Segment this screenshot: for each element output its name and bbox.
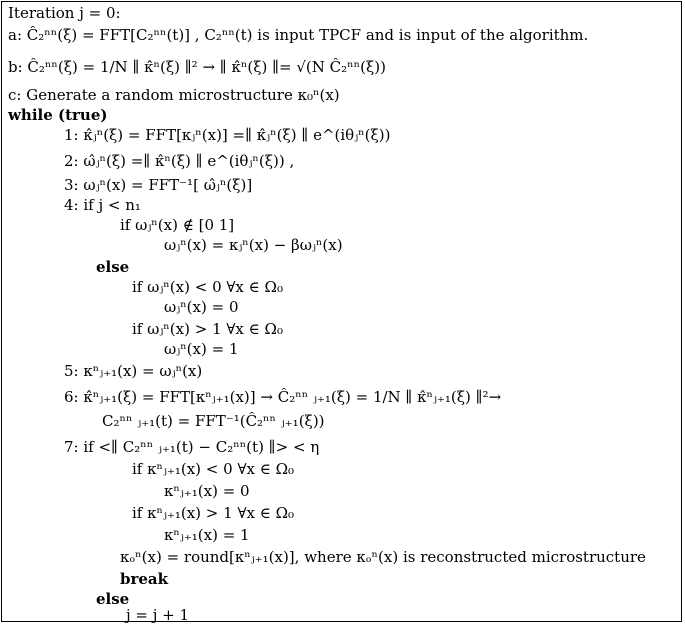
algorithm-line-s4-if: if ωⱼⁿ(x) ∉ [0 1] [120, 216, 235, 234]
algorithm-line-s4: 4: if j < n₁ [64, 196, 141, 214]
algorithm-line-step-c: c: Generate a random microstructure κ₀ⁿ(x) [8, 86, 340, 104]
algorithm-line-s3: 3: ωⱼⁿ(x) = FFT⁻¹[ ω̂ⱼⁿ(ξ)] [64, 176, 253, 194]
algorithm-line-s7-else: else [96, 590, 130, 608]
algorithm-line-s1: 1: κ̂ⱼⁿ(ξ) = FFT[κⱼⁿ(x)] =∥ κ̂ⱼⁿ(ξ) ∥ e^(iθⱼⁿ(ξ)) [64, 126, 391, 144]
algorithm-line-s7-round: κₒⁿ(x) = round[κⁿⱼ₊₁(x)], where κₒⁿ(x) is reconstructed microstructure [120, 548, 646, 566]
algorithm-line-s4-if-gt: if ωⱼⁿ(x) > 1 ∀x ∈ Ω₀ [132, 320, 283, 338]
algorithm-line-s4-set1: ωⱼⁿ(x) = 1 [164, 340, 239, 358]
algorithm-line-s4-if-lt: if ωⱼⁿ(x) < 0 ∀x ∈ Ω₀ [132, 278, 283, 296]
algorithm-line-s4-else: else [96, 258, 130, 276]
algorithm-line-step-b: b: Ĉ₂ⁿⁿ(ξ) = 1/N ∥ κ̂ⁿ(ξ) ∥² → ∥ κ̂ⁿ(ξ) ∥= √(N Ĉ₂ⁿⁿ(ξ)) [8, 58, 386, 76]
algorithm-line-s7-incr: j = j + 1 [126, 606, 190, 624]
algorithm-line-s4-set0: ωⱼⁿ(x) = 0 [164, 298, 239, 316]
algorithm-line-s5: 5: κⁿⱼ₊₁(x) = ωⱼⁿ(x) [64, 362, 203, 380]
algorithm-line-step-a: a: Ĉ₂ⁿⁿ(ξ) = FFT[C₂ⁿⁿ(t)] , C₂ⁿⁿ(t) is input TPCF and is input of the algorithm. [8, 26, 589, 44]
algorithm-line-s7: 7: if <∥ C₂ⁿⁿ ⱼ₊₁(t) − C₂ⁿⁿ(t) ∥> < η [64, 438, 320, 456]
algorithm-line-s7-set1: κⁿⱼ₊₁(x) = 1 [164, 526, 250, 544]
algorithm-line-s6-cont: C₂ⁿⁿ ⱼ₊₁(t) = FFT⁻¹(Ĉ₂ⁿⁿ ⱼ₊₁(ξ)) [102, 412, 325, 430]
algorithm-line-header: Iteration j = 0: [8, 4, 121, 22]
algorithm-line-s7-if-gt: if κⁿⱼ₊₁(x) > 1 ∀x ∈ Ω₀ [132, 504, 295, 522]
algorithm-line-s4-assign: ωⱼⁿ(x) = κⱼⁿ(x) − βωⱼⁿ(x) [164, 236, 343, 254]
algorithm-line-s2: 2: ω̂ⱼⁿ(ξ) =∥ κ̂ⁿ(ξ) ∥ e^(iθⱼⁿ(ξ)) , [64, 152, 295, 170]
algorithm-line-s7-if-lt: if κⁿⱼ₊₁(x) < 0 ∀x ∈ Ω₀ [132, 460, 295, 478]
algorithm-line-s6: 6: κ̂ⁿⱼ₊₁(ξ) = FFT[κⁿⱼ₊₁(x)] → Ĉ₂ⁿⁿ ⱼ₊₁(ξ) = 1/N ∥ κ̂ⁿⱼ₊₁(ξ) ∥²→ [64, 388, 502, 406]
algorithm-line-s7-break: break [120, 570, 169, 588]
algorithm-line-while: while (true) [8, 106, 108, 124]
algorithm-line-s7-set0: κⁿⱼ₊₁(x) = 0 [164, 482, 250, 500]
